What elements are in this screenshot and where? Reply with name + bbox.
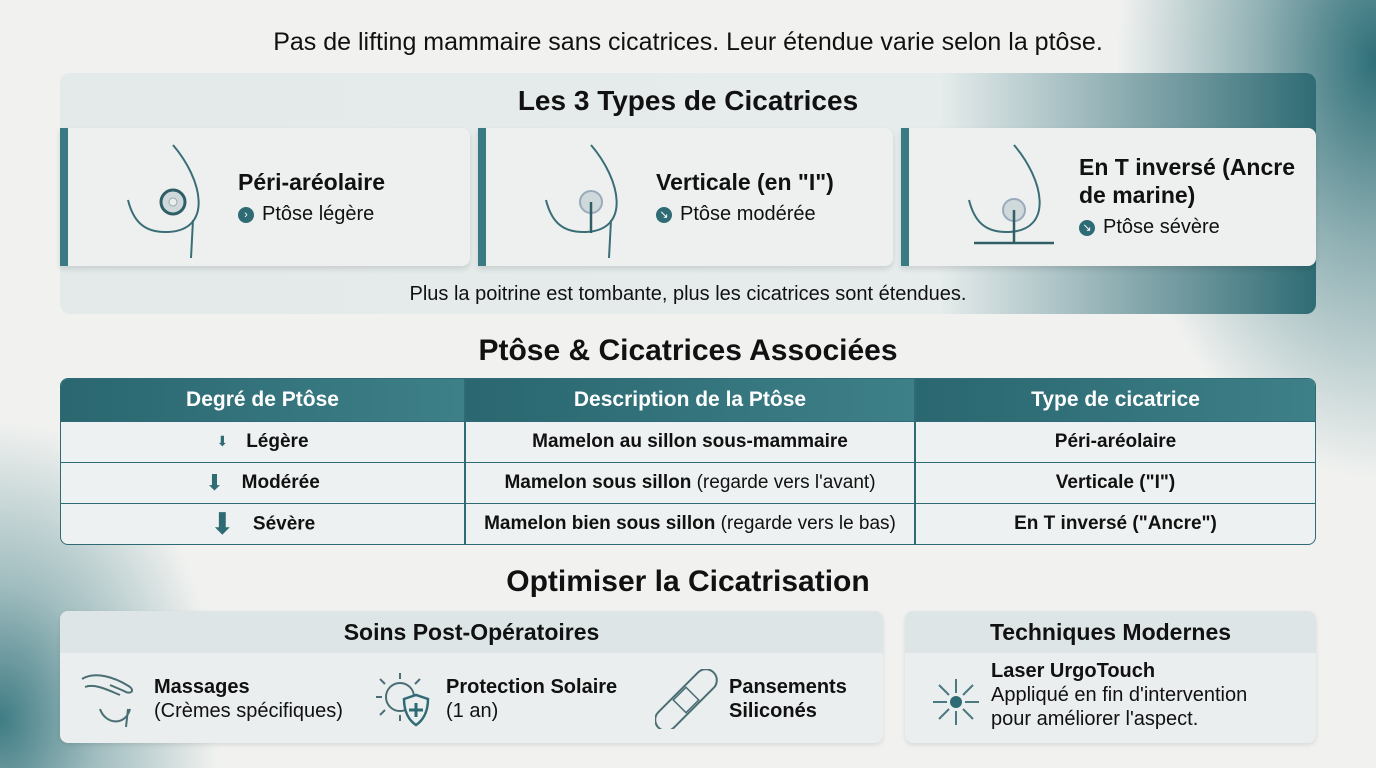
arrow-down-icon: ⬇ <box>216 433 229 450</box>
table-heading: Ptôse & Cicatrices Associées <box>478 334 898 367</box>
scar-card-vertical <box>478 128 893 266</box>
chevron-right-icon: › <box>238 207 254 223</box>
care-detail: (1 an) <box>446 700 499 722</box>
degree-cell: Légère <box>246 431 309 452</box>
arrow-down-icon: ⬇ <box>209 507 235 541</box>
care-title: Protection Solaire <box>446 676 618 698</box>
degree-cell: Modérée <box>241 472 320 494</box>
box-heading: Techniques Modernes <box>905 611 1316 653</box>
care-title: Massages <box>154 676 250 698</box>
ptose-label: Ptôse modérée <box>680 203 816 225</box>
scar-cell: En T inversé ("Ancre") <box>1014 513 1217 534</box>
ptose-label: Ptôse légère <box>262 203 375 225</box>
arrow-down-icon: ⬇ <box>205 470 224 495</box>
table-row <box>61 462 1315 503</box>
bandage-icon <box>655 669 719 729</box>
card-title: Péri-aréolaire <box>238 169 386 195</box>
column-header: Type de cicatrice <box>914 379 1315 421</box>
ptose-label: Ptôse sévère <box>1103 216 1220 238</box>
scar-card-inverted-t <box>901 128 1316 266</box>
desc-detail: (regarde vers l'avant) <box>691 472 876 493</box>
breast-periareolar-icon <box>123 140 213 260</box>
post-op-care-box <box>60 611 883 743</box>
ptosis-table <box>60 378 1316 545</box>
desc-cell: Mamelon sous sillon <box>504 472 692 493</box>
card-title: En T inversé (Ancre de marine) <box>1079 154 1296 208</box>
column-header: Degré de Ptôse <box>61 379 464 421</box>
page-title: Pas de lifting mammaire sans cicatrices. Leur étendue varie selon la ptôse. <box>273 28 1103 56</box>
scar-cell: Verticale ("I") <box>1055 472 1176 493</box>
card-title: Verticale (en "I") <box>656 169 834 195</box>
desc-cell: Mamelon au sillon sous-mammaire <box>532 431 848 452</box>
modern-techniques-box <box>905 611 1316 743</box>
desc-cell: Mamelon bien sous sillon <box>484 513 716 534</box>
care-detail: (Crèmes spécifiques) <box>154 700 343 722</box>
tech-detail: Appliqué en fin d'intervention pour améliorer l'aspect. <box>991 684 1248 730</box>
care-title: Pansements <box>729 676 847 698</box>
breast-inverted-t-icon <box>964 140 1054 260</box>
table-row <box>61 503 1315 544</box>
arrow-down-right-icon: ↘ <box>656 207 672 223</box>
tech-title: Laser UrgoTouch <box>991 660 1156 682</box>
section-caption: Plus la poitrine est tombante, plus les cicatrices sont étendues. <box>409 283 967 305</box>
degree-cell: Sévère <box>252 513 316 535</box>
laser-icon <box>931 677 981 727</box>
care-detail: Siliconés <box>729 700 817 722</box>
scar-cell: Péri-aréolaire <box>1054 431 1177 452</box>
sun-shield-icon <box>372 669 436 729</box>
desc-detail: (regarde vers le bas) <box>715 513 896 534</box>
optim-heading: Optimiser la Cicatrisation <box>506 565 870 598</box>
box-heading: Soins Post-Opératoires <box>60 611 883 653</box>
arrow-down-right-icon: ↘ <box>1079 220 1095 236</box>
section-heading: Les 3 Types de Cicatrices <box>517 85 859 116</box>
table-row <box>61 421 1315 462</box>
column-header: Description de la Ptôse <box>464 379 914 421</box>
massage-hand-icon <box>80 669 144 729</box>
scar-types-section <box>60 73 1316 314</box>
breast-vertical-icon <box>541 140 631 260</box>
scar-card-periareolar <box>60 128 470 266</box>
